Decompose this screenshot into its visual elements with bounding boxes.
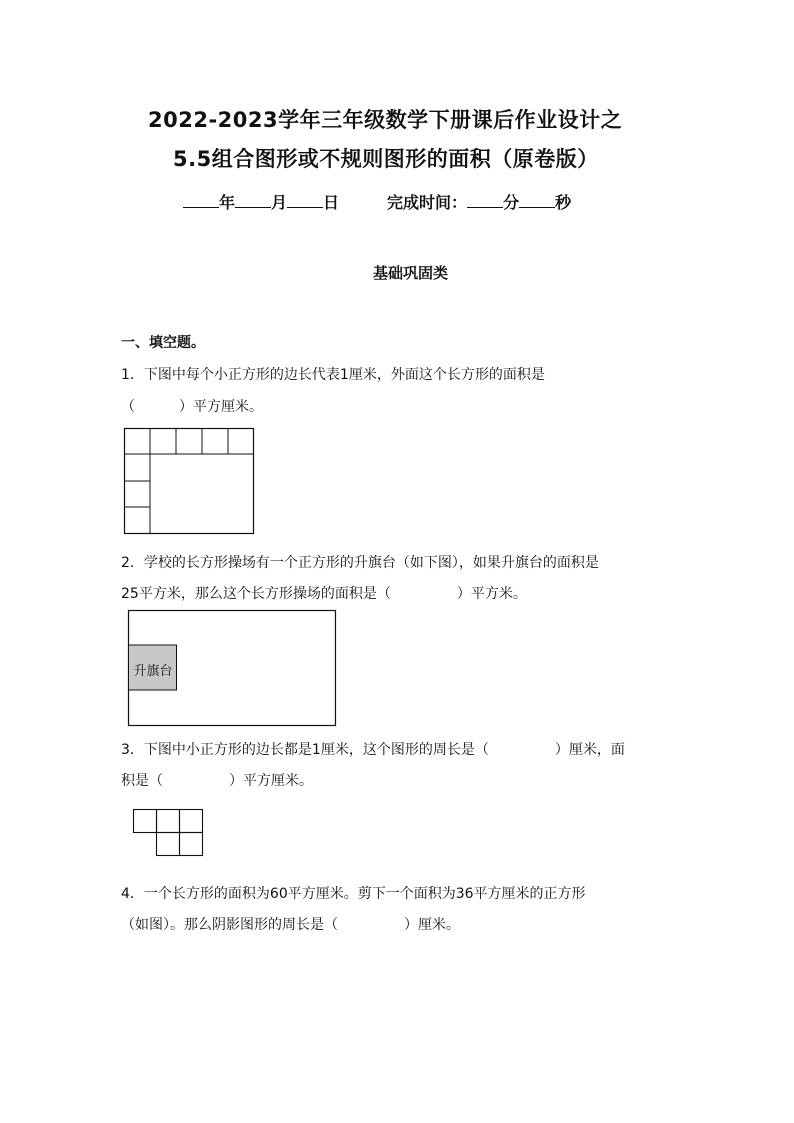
q2-unit: ）平方米。 [456,586,527,602]
q3-square [180,833,203,856]
month-blank[interactable] [235,193,271,208]
q3-text-mid: ）厘米，面 [554,742,625,758]
page-title-line1: 2022-2023学年三年级数学下册课后作业设计之 [148,108,623,132]
q3-text-2: 积是（ [121,773,163,789]
question-1-line1: 1．下图中每个小正方形的边长代表1厘米，外面这个长方形的面积是 [121,367,545,383]
q3-unit: ）平方厘米。 [229,773,313,789]
question-2-line2 [121,583,527,603]
q4-text: （如图）。那么阴影图形的周长是（ [121,917,338,933]
flag-platform-label: 升旗台 [133,663,173,678]
date-time-line [183,190,571,213]
q4-unit: ）厘米。 [404,917,460,933]
question-3-line2 [121,770,313,790]
second-label: 秒 [555,193,572,212]
q3-square [157,810,180,833]
month-label: 月 [271,193,288,212]
q3-square [134,810,157,833]
part-heading: 一、填空题。 [121,335,205,351]
minute-blank[interactable] [467,193,503,208]
second-blank[interactable] [519,193,555,208]
q2-text: 25平方米，那么这个长方形操场的面积是（ [121,586,391,602]
question-1-line2 [121,396,263,416]
q1-open-paren: （ [121,399,135,415]
q1-figure [124,428,256,536]
question-4-line1: 4．一个长方形的面积为60平方厘米。剪下一个面积为36平方厘米的正方形 [121,886,586,902]
q3-square [180,810,203,833]
question-2-line1: 2．学校的长方形操场有一个正方形的升旗台（如下图），如果升旗台的面积是 [121,555,599,571]
q3-text: 3．下图中小正方形的边长都是1厘米，这个图形的周长是（ [121,742,489,758]
day-label: 日 [323,193,340,212]
day-blank[interactable] [287,193,323,208]
year-blank[interactable] [183,193,219,208]
q3-square [157,833,180,856]
q3-figure [133,809,207,859]
question-4-line2 [121,914,460,934]
page-title-line2: 5.5组合图形或不规则图形的面积（原卷版） [173,147,599,171]
question-3-line1 [121,739,625,759]
minute-label: 分 [503,193,520,212]
year-label: 年 [219,193,236,212]
time-label: 完成时间： [387,193,468,212]
q1-unit: ）平方厘米。 [179,399,263,415]
section-heading: 基础巩固类 [373,264,449,282]
